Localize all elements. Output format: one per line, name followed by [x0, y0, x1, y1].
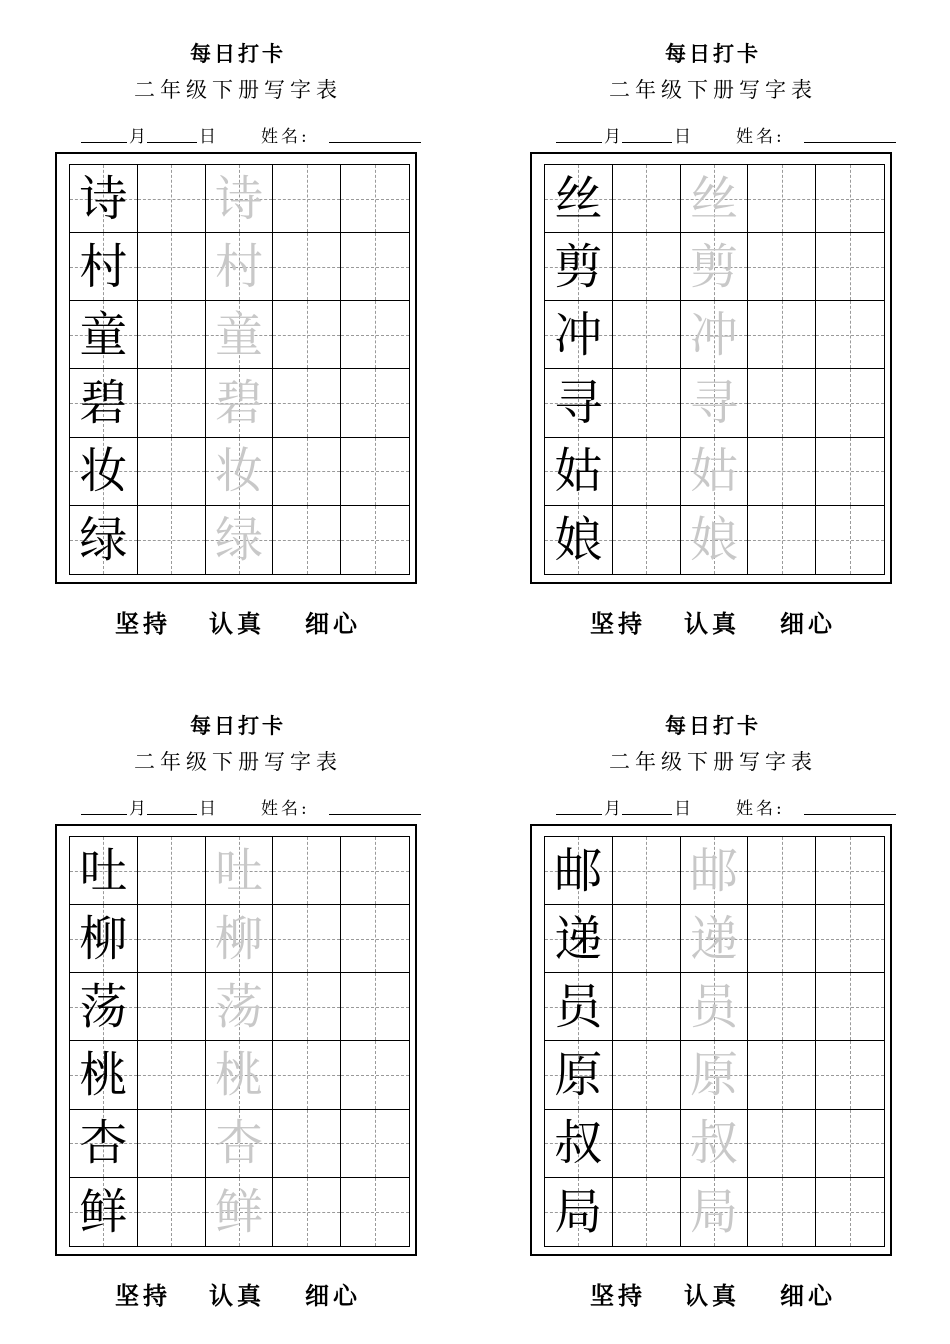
date-name-line: [556, 794, 896, 820]
grid-cell: [545, 1110, 613, 1178]
name-label: 姓名:: [261, 799, 310, 819]
trace-character: 绿: [214, 511, 263, 568]
grid-cell: [138, 1178, 206, 1246]
month-label: 月: [129, 799, 146, 819]
grid-cell: [681, 973, 749, 1041]
grid-cell: [70, 165, 138, 233]
practice-card-3: [55, 672, 455, 1312]
model-character: 碧: [79, 375, 128, 432]
grid-cell: [545, 438, 613, 506]
grid-cell: [748, 165, 816, 233]
model-character: 童: [79, 306, 128, 363]
model-character: 桃: [79, 1047, 128, 1104]
grid-cell: [613, 233, 681, 301]
motto-persist: 坚持: [590, 1282, 646, 1310]
model-character: 村: [79, 238, 128, 295]
day-blank: [622, 142, 672, 143]
trace-character: 柳: [214, 910, 263, 967]
grid-cell: [138, 506, 206, 574]
trace-character: 吐: [214, 842, 263, 899]
month-label: 月: [129, 127, 146, 147]
trace-character: 娘: [689, 511, 738, 568]
name-label: 姓名:: [736, 127, 785, 147]
grid-cell: [341, 973, 409, 1041]
day-label: 日: [199, 799, 216, 819]
grid-cell: [748, 973, 816, 1041]
month-blank: [81, 814, 127, 815]
grid-cell: [273, 1178, 341, 1246]
grid-cell: [681, 1110, 749, 1178]
grid-cell: [206, 905, 274, 973]
trace-character: 荡: [214, 978, 263, 1035]
grid-cell: [613, 301, 681, 369]
trace-character: 童: [214, 306, 263, 363]
trace-character: 诗: [214, 170, 263, 227]
model-character: 叔: [554, 1115, 603, 1172]
grid-cell: [748, 1110, 816, 1178]
grid-cell: [681, 905, 749, 973]
trace-character: 鲜: [214, 1183, 263, 1240]
grid-cell: [273, 837, 341, 905]
grid-cell: [816, 905, 884, 973]
grid-cell: [70, 1110, 138, 1178]
month-blank: [556, 142, 602, 143]
grid-cell: [70, 301, 138, 369]
grid-cell: [138, 438, 206, 506]
model-character: 原: [554, 1047, 603, 1104]
motto-careful: 认真: [684, 610, 740, 638]
model-character: 柳: [79, 910, 128, 967]
grid-cell: [545, 165, 613, 233]
grid-cell: [681, 301, 749, 369]
card-subtitle: 二年级下册写字表: [134, 78, 342, 102]
grid-cell: [816, 369, 884, 437]
motto-attentive: 细心: [305, 610, 361, 638]
trace-character: 杏: [214, 1115, 263, 1172]
date-name-line: [556, 122, 896, 148]
grid-cell: [70, 905, 138, 973]
grid-cell: [273, 905, 341, 973]
month-blank: [81, 142, 127, 143]
model-character: 局: [554, 1183, 603, 1240]
grid-cell: [341, 165, 409, 233]
grid-cell: [613, 165, 681, 233]
grid-cell: [341, 837, 409, 905]
grid-cell: [273, 1110, 341, 1178]
trace-character: 村: [214, 238, 263, 295]
month-label: 月: [604, 127, 621, 147]
trace-character: 邮: [689, 842, 738, 899]
grid-cell: [70, 438, 138, 506]
grid-cell: [816, 1178, 884, 1246]
card-title: 每日打卡: [665, 714, 761, 738]
grid-cell: [273, 301, 341, 369]
model-character: 鲜: [79, 1183, 128, 1240]
trace-character: 叔: [689, 1115, 738, 1172]
grid-cell: [138, 301, 206, 369]
grid-cell: [206, 1110, 274, 1178]
model-character: 绿: [79, 511, 128, 568]
card-title: 每日打卡: [190, 42, 286, 66]
card-title: 每日打卡: [665, 42, 761, 66]
trace-character: 寻: [689, 375, 738, 432]
trace-character: 丝: [689, 170, 738, 227]
grid-cell: [816, 837, 884, 905]
grid-cell: [341, 1178, 409, 1246]
grid-cell: [70, 1041, 138, 1109]
motto-persist: 坚持: [115, 610, 171, 638]
writing-grid-frame: [530, 152, 892, 584]
grid-cell: [681, 1178, 749, 1246]
card-subtitle: 二年级下册写字表: [609, 750, 817, 774]
trace-character: 剪: [689, 238, 738, 295]
grid-cell: [681, 438, 749, 506]
day-blank: [622, 814, 672, 815]
grid-cell: [748, 438, 816, 506]
name-label: 姓名:: [736, 799, 785, 819]
grid-cell: [138, 165, 206, 233]
grid-cell: [206, 837, 274, 905]
grid-cell: [273, 1041, 341, 1109]
grid-cell: [545, 506, 613, 574]
grid-cell: [138, 233, 206, 301]
grid-cell: [70, 1178, 138, 1246]
grid-cell: [70, 369, 138, 437]
grid-cell: [681, 506, 749, 574]
practice-card-4: [530, 672, 930, 1312]
grid-cell: [748, 369, 816, 437]
name-blank: [804, 814, 896, 815]
grid-cell: [816, 233, 884, 301]
grid-cell: [748, 1178, 816, 1246]
grid-cell: [273, 233, 341, 301]
grid-cell: [681, 233, 749, 301]
grid-cell: [206, 973, 274, 1041]
model-character: 员: [554, 978, 603, 1035]
motto-careful: 认真: [684, 1282, 740, 1310]
trace-character: 碧: [214, 375, 263, 432]
grid-cell: [206, 301, 274, 369]
date-name-line: [81, 794, 421, 820]
practice-card-1: [55, 0, 455, 640]
grid-cell: [545, 837, 613, 905]
grid-cell: [138, 973, 206, 1041]
writing-grid-frame: [530, 824, 892, 1256]
writing-grid: [544, 164, 885, 575]
trace-character: 原: [689, 1047, 738, 1104]
grid-cell: [273, 165, 341, 233]
grid-cell: [748, 301, 816, 369]
grid-cell: [206, 506, 274, 574]
model-character: 吐: [79, 842, 128, 899]
model-character: 邮: [554, 842, 603, 899]
writing-grid: [69, 164, 410, 575]
grid-cell: [341, 1041, 409, 1109]
grid-cell: [341, 1110, 409, 1178]
date-name-line: [81, 122, 421, 148]
grid-cell: [70, 506, 138, 574]
grid-cell: [273, 973, 341, 1041]
grid-cell: [545, 973, 613, 1041]
grid-cell: [341, 369, 409, 437]
grid-cell: [545, 301, 613, 369]
grid-cell: [748, 233, 816, 301]
name-blank: [329, 142, 421, 143]
grid-cell: [681, 837, 749, 905]
writing-grid-frame: [55, 824, 417, 1256]
grid-cell: [273, 438, 341, 506]
card-title: 每日打卡: [190, 714, 286, 738]
day-blank: [147, 142, 197, 143]
day-label: 日: [674, 127, 691, 147]
month-label: 月: [604, 799, 621, 819]
grid-cell: [545, 1178, 613, 1246]
grid-cell: [206, 1178, 274, 1246]
month-blank: [556, 814, 602, 815]
grid-cell: [545, 905, 613, 973]
grid-cell: [816, 1041, 884, 1109]
day-label: 日: [674, 799, 691, 819]
grid-cell: [341, 233, 409, 301]
card-subtitle: 二年级下册写字表: [609, 78, 817, 102]
model-character: 寻: [554, 375, 603, 432]
motto-careful: 认真: [209, 1282, 265, 1310]
model-character: 荡: [79, 978, 128, 1035]
model-character: 递: [554, 910, 603, 967]
grid-cell: [816, 165, 884, 233]
practice-card-2: [530, 0, 930, 640]
grid-cell: [545, 1041, 613, 1109]
model-character: 姑: [554, 443, 603, 500]
model-character: 妆: [79, 443, 128, 500]
motto-careful: 认真: [209, 610, 265, 638]
grid-cell: [816, 506, 884, 574]
grid-cell: [138, 837, 206, 905]
grid-cell: [138, 905, 206, 973]
model-character: 诗: [79, 170, 128, 227]
grid-cell: [613, 506, 681, 574]
grid-cell: [613, 973, 681, 1041]
card-subtitle: 二年级下册写字表: [134, 750, 342, 774]
grid-cell: [681, 165, 749, 233]
grid-cell: [138, 369, 206, 437]
writing-grid: [544, 836, 885, 1247]
grid-cell: [206, 1041, 274, 1109]
trace-character: 冲: [689, 306, 738, 363]
motto-attentive: 细心: [305, 1282, 361, 1310]
grid-cell: [681, 369, 749, 437]
trace-character: 姑: [689, 443, 738, 500]
grid-cell: [613, 837, 681, 905]
grid-cell: [613, 1041, 681, 1109]
grid-cell: [816, 438, 884, 506]
grid-cell: [70, 837, 138, 905]
grid-cell: [138, 1041, 206, 1109]
name-blank: [329, 814, 421, 815]
grid-cell: [545, 233, 613, 301]
grid-cell: [748, 1041, 816, 1109]
motto-attentive: 细心: [780, 1282, 836, 1310]
grid-cell: [341, 506, 409, 574]
trace-character: 局: [689, 1183, 738, 1240]
grid-cell: [613, 369, 681, 437]
grid-cell: [70, 973, 138, 1041]
trace-character: 桃: [214, 1047, 263, 1104]
grid-cell: [206, 165, 274, 233]
model-character: 娘: [554, 511, 603, 568]
trace-character: 员: [689, 978, 738, 1035]
motto-persist: 坚持: [115, 1282, 171, 1310]
grid-cell: [748, 905, 816, 973]
grid-cell: [613, 438, 681, 506]
name-label: 姓名:: [261, 127, 310, 147]
grid-cell: [341, 301, 409, 369]
grid-cell: [613, 1110, 681, 1178]
grid-cell: [206, 233, 274, 301]
grid-cell: [341, 438, 409, 506]
grid-cell: [816, 1110, 884, 1178]
grid-cell: [748, 506, 816, 574]
grid-cell: [273, 506, 341, 574]
writing-grid-frame: [55, 152, 417, 584]
grid-cell: [748, 837, 816, 905]
grid-cell: [613, 905, 681, 973]
name-blank: [804, 142, 896, 143]
day-label: 日: [199, 127, 216, 147]
grid-cell: [206, 438, 274, 506]
grid-cell: [545, 369, 613, 437]
grid-cell: [613, 1178, 681, 1246]
model-character: 剪: [554, 238, 603, 295]
grid-cell: [70, 233, 138, 301]
trace-character: 妆: [214, 443, 263, 500]
grid-cell: [681, 1041, 749, 1109]
grid-cell: [816, 301, 884, 369]
motto-attentive: 细心: [780, 610, 836, 638]
trace-character: 递: [689, 910, 738, 967]
model-character: 丝: [554, 170, 603, 227]
model-character: 冲: [554, 306, 603, 363]
grid-cell: [341, 905, 409, 973]
motto-persist: 坚持: [590, 610, 646, 638]
grid-cell: [206, 369, 274, 437]
writing-grid: [69, 836, 410, 1247]
grid-cell: [816, 973, 884, 1041]
grid-cell: [138, 1110, 206, 1178]
grid-cell: [273, 369, 341, 437]
model-character: 杏: [79, 1115, 128, 1172]
day-blank: [147, 814, 197, 815]
